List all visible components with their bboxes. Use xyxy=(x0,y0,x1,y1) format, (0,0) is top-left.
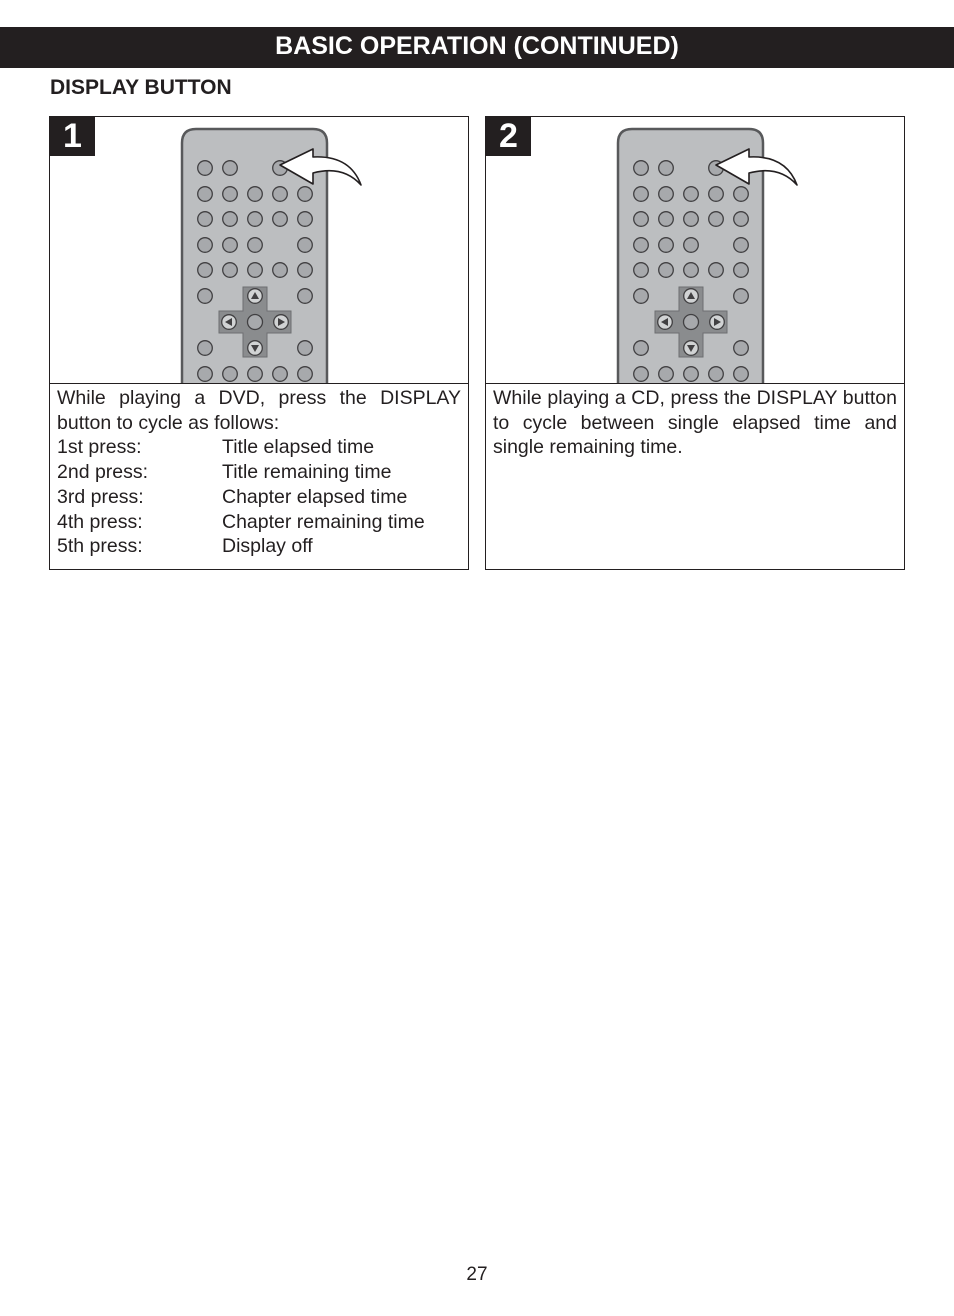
remote-button xyxy=(684,212,699,227)
remote-button xyxy=(634,161,649,176)
press-label: 3rd press: xyxy=(57,485,144,508)
remote-button xyxy=(198,289,213,304)
remote-button xyxy=(709,367,724,382)
remote-button xyxy=(684,238,699,253)
remote-button xyxy=(298,289,313,304)
remote-button xyxy=(634,238,649,253)
remote-button xyxy=(198,238,213,253)
remote-button xyxy=(198,187,213,202)
press-description: Display off xyxy=(222,535,313,558)
remote-button xyxy=(734,187,749,202)
remote-button xyxy=(198,367,213,382)
press-label: 5th press: xyxy=(57,535,143,558)
enter-button xyxy=(248,315,263,330)
press-description: Title remaining time xyxy=(222,461,392,484)
press-description: Chapter remaining time xyxy=(222,510,425,533)
remote-button xyxy=(634,289,649,304)
remote-button xyxy=(273,212,288,227)
remote-button xyxy=(734,238,749,253)
step-description xyxy=(493,386,897,460)
remote-button xyxy=(248,187,263,202)
remote-button xyxy=(298,263,313,278)
remote-button xyxy=(634,367,649,382)
remote-button xyxy=(734,341,749,356)
remote-button xyxy=(248,263,263,278)
press-list xyxy=(57,435,461,559)
press-label: 2nd press: xyxy=(57,461,149,484)
press-row xyxy=(57,485,461,510)
remote-button xyxy=(223,161,238,176)
remote-button xyxy=(223,238,238,253)
remote-button xyxy=(659,263,674,278)
page-header xyxy=(0,27,954,68)
remote-illustration-2 xyxy=(486,117,904,383)
page-header-title: BASIC OPERATION (CONTINUED) xyxy=(275,32,679,60)
remote-button xyxy=(734,289,749,304)
panel-divider xyxy=(486,383,904,384)
step-description xyxy=(57,386,461,559)
remote-button xyxy=(298,212,313,227)
remote-button xyxy=(223,212,238,227)
page-number: 27 xyxy=(466,1264,488,1285)
press-row xyxy=(57,510,461,535)
press-row xyxy=(57,435,461,460)
step-panel-2 xyxy=(485,116,905,570)
remote-button xyxy=(709,212,724,227)
remote-button xyxy=(223,367,238,382)
remote-button xyxy=(198,212,213,227)
remote-button xyxy=(734,263,749,278)
remote-button xyxy=(298,341,313,356)
step-intro-text: While playing a CD, press the DISPLAY button to cycle between single elapsed time and single remaining time. xyxy=(493,387,897,459)
remote-button xyxy=(198,161,213,176)
press-label: 1st press: xyxy=(57,436,142,459)
remote-button xyxy=(223,187,238,202)
step-panel-1 xyxy=(49,116,469,570)
press-description: Chapter elapsed time xyxy=(222,485,408,508)
panel-divider xyxy=(50,383,468,384)
remote-button xyxy=(659,161,674,176)
remote-button xyxy=(734,367,749,382)
remote-button xyxy=(248,367,263,382)
remote-button xyxy=(684,187,699,202)
remote-button xyxy=(273,187,288,202)
remote-button xyxy=(659,187,674,202)
remote-control-icon xyxy=(50,117,468,383)
press-description: Title elapsed time xyxy=(222,436,375,459)
remote-button xyxy=(709,263,724,278)
remote-illustration-1 xyxy=(50,117,468,383)
remote-button xyxy=(298,238,313,253)
remote-button xyxy=(273,263,288,278)
remote-button xyxy=(198,341,213,356)
press-row xyxy=(57,460,461,485)
remote-button xyxy=(684,367,699,382)
remote-button xyxy=(659,238,674,253)
step-number-badge: 2 xyxy=(486,117,531,156)
press-label: 4th press: xyxy=(57,510,143,533)
remote-button xyxy=(684,263,699,278)
remote-button xyxy=(634,187,649,202)
remote-control-icon xyxy=(486,117,904,383)
step-intro-text: While playing a DVD, press the DISPLAY button to cycle as follows: xyxy=(57,387,461,434)
remote-button xyxy=(659,212,674,227)
remote-button xyxy=(223,263,238,278)
remote-button xyxy=(298,367,313,382)
remote-button xyxy=(634,341,649,356)
remote-button xyxy=(659,367,674,382)
remote-button xyxy=(198,263,213,278)
remote-button xyxy=(709,187,724,202)
remote-button xyxy=(734,212,749,227)
enter-button xyxy=(684,315,699,330)
remote-button xyxy=(298,187,313,202)
remote-button xyxy=(248,238,263,253)
press-row xyxy=(57,534,461,559)
section-title: DISPLAY BUTTON xyxy=(50,76,232,99)
step-number-badge: 1 xyxy=(50,117,95,156)
remote-button xyxy=(248,212,263,227)
remote-button xyxy=(634,263,649,278)
remote-button xyxy=(273,367,288,382)
remote-button xyxy=(634,212,649,227)
